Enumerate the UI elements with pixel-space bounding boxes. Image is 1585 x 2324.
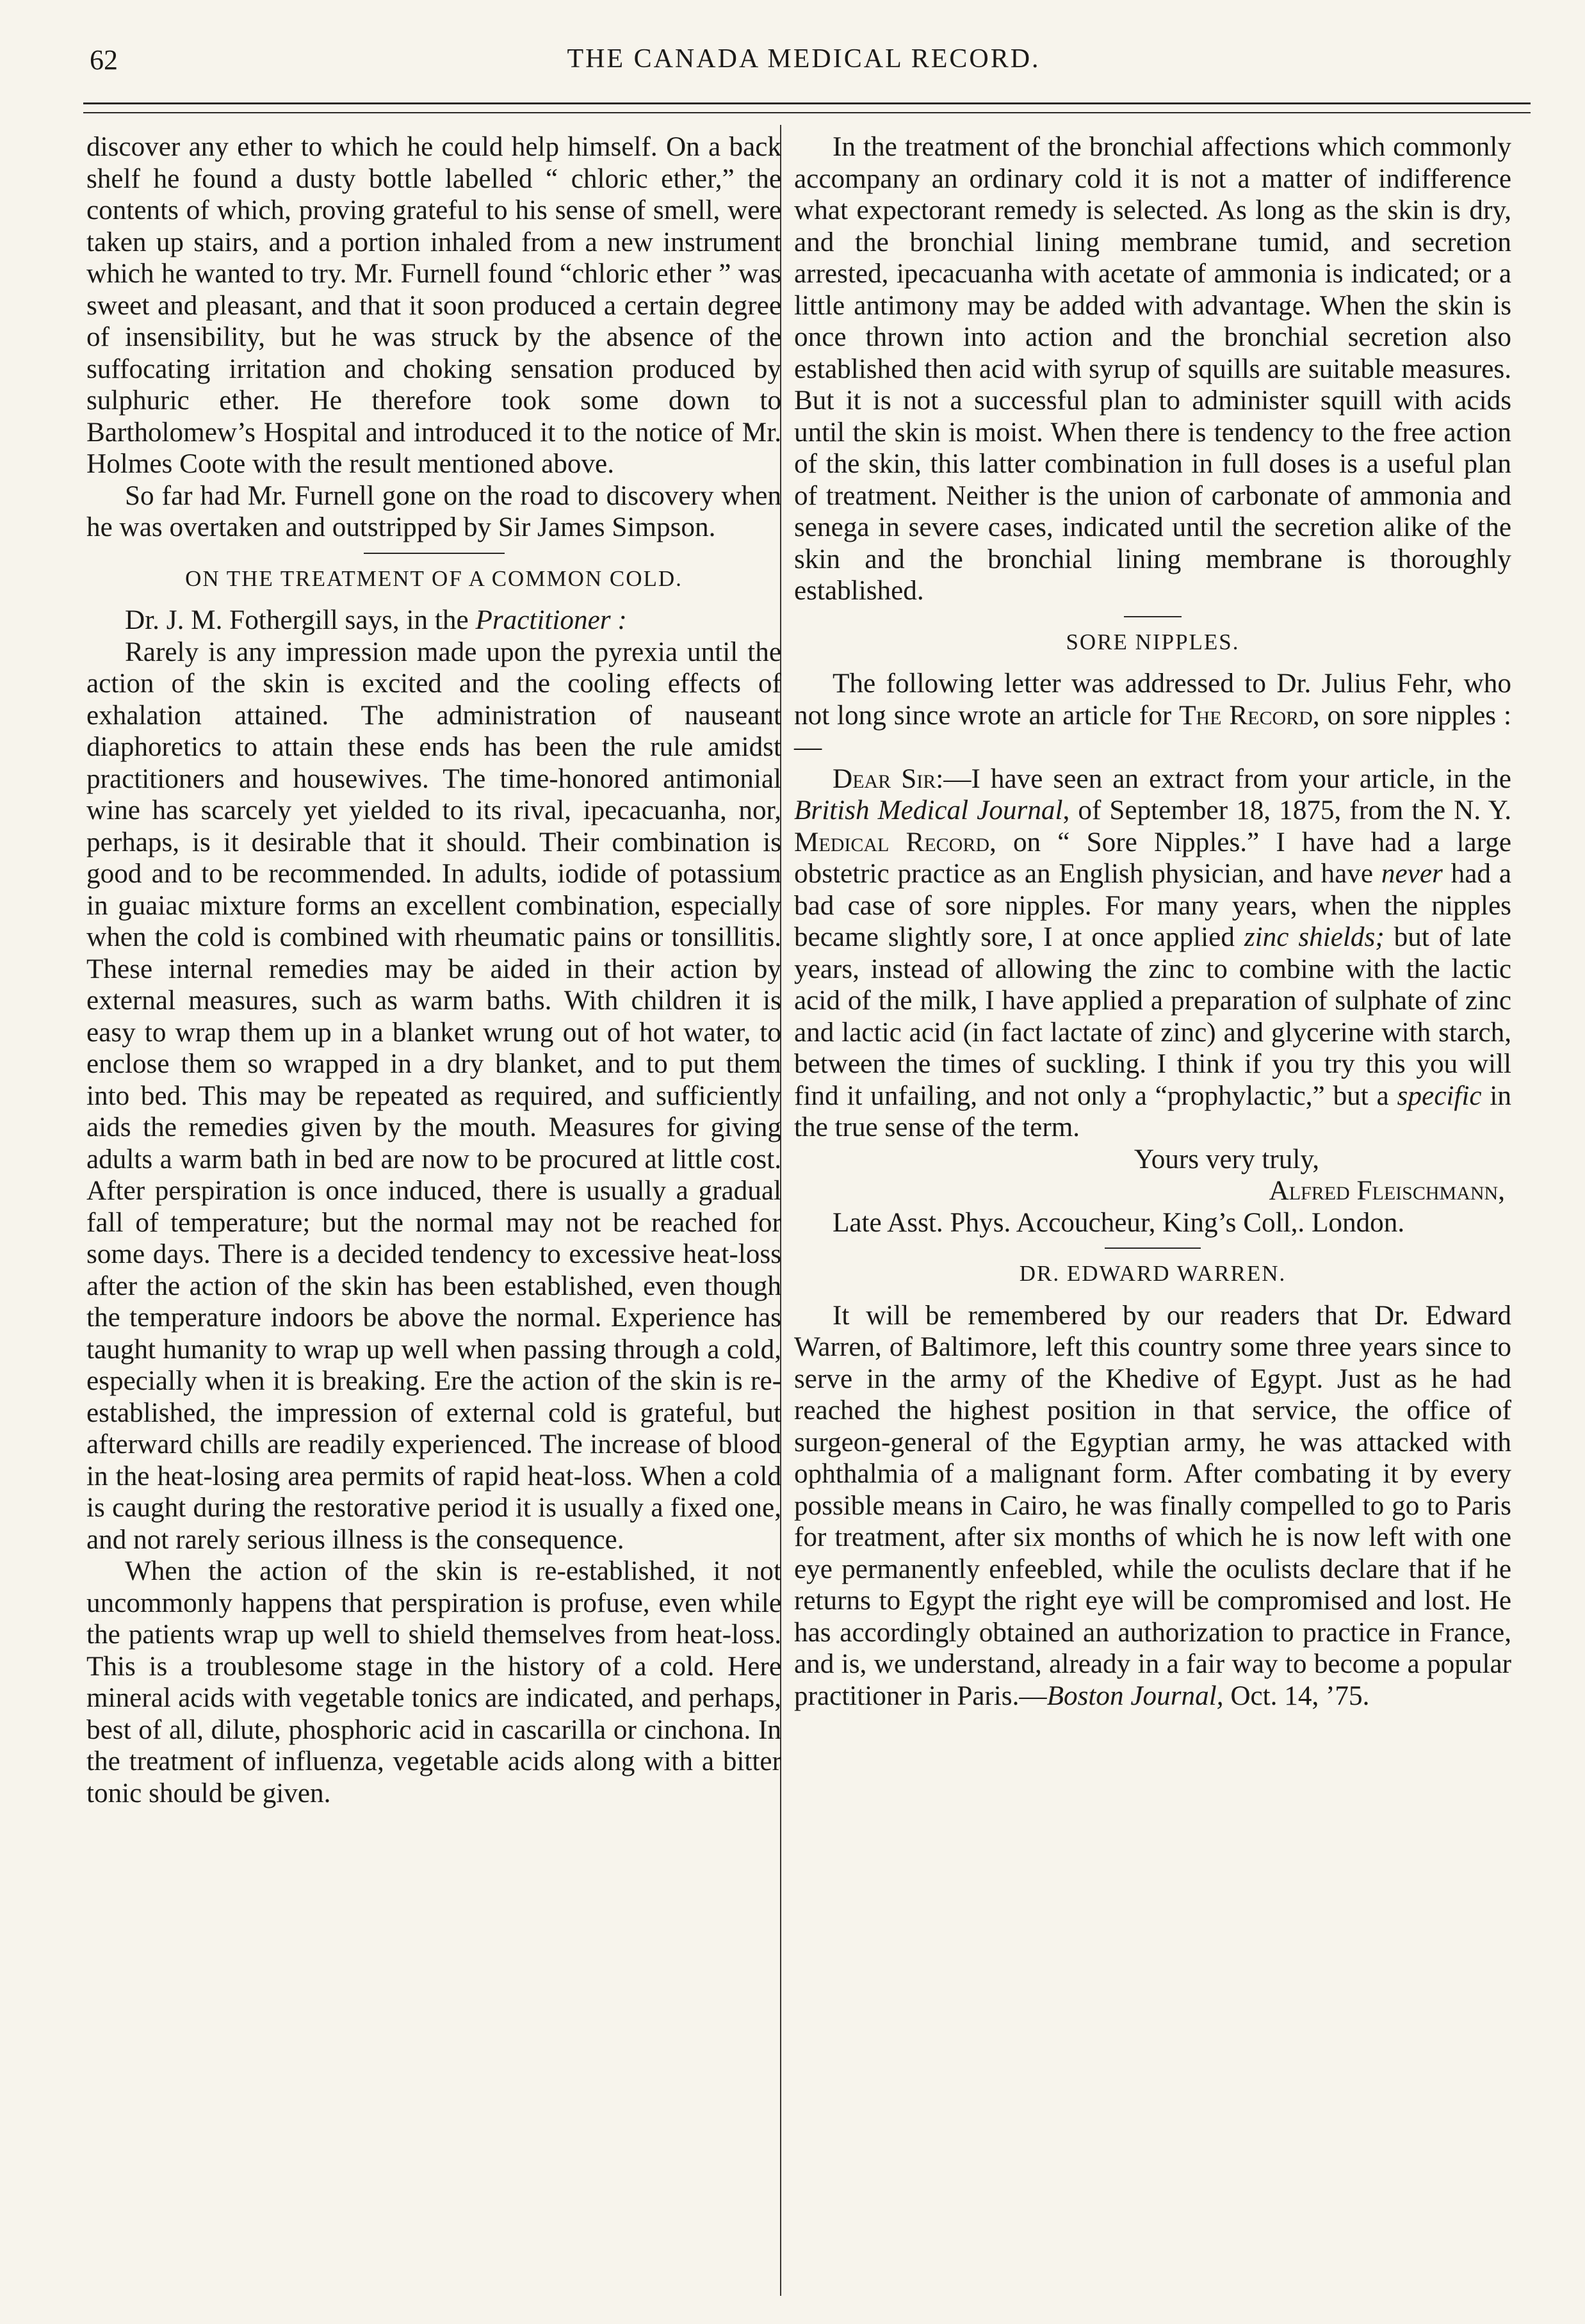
letter-emphasis-zinc: zinc shields; — [1244, 922, 1385, 952]
warren-text: It will be remembered by our readers that Dr. Edward Warren, of Baltimore, left this country some three years since to serve in the army of the Khedive of Egypt. Just as he had reached the highest position in that service, the office of surgeon-general of the Egyptian army, he was attacked with ophthalmia of a malignant form. After combating it by every possible means in Cairo, he was finally compelled to go to Paris for treatment, after six months of which he is now left with one eye permanently enfeebled, while the oculists declare that if he returns to Egypt the right eye will be compromised and lost. He has accordingly obtained an authorization to practice in France, and is, we understand, already in a fair way to become a popular practitioner in Paris.— — [794, 1300, 1511, 1711]
bronchial-paragraph: In the treatment of the bronchial affections which commonly accompany an ordinary cold it is not a matter of indifference what expectorant remedy is selected. As long as the skin is dry, and the bronchial lining membrane tumid, and secretion arrested, ipecacuanha with acetate of ammonia is indicated; or a little antimony may be added with advantage. When the skin is once thrown into action and the bronchial secretion also established then acid with syrup of squills are suitable measures. But it is not a successful plan to administer squill with acids until the skin is moist. When there is tendency to the free action of the skin, this latter combination in full doses is a useful plan of treatment. Neither is the union of carbonate of ammonia and senega in severe cases, indicated until the secretion alike of the skin and the bronchial lining membrane is thoroughly established. — [794, 132, 1511, 606]
article-continuation-paragraph: discover any ether to which he could help himself. On a back shelf he found a dusty bottle labelled “ chloric ether,” the contents of which, proving grateful to his sense of smell, were taken up stairs, and a portion inhaled from a new instrument which he wanted to try. Mr. Furnell found “chloric ether ” was sweet and pleasant, and that it soon produced a certain degree of insensibility, but he was struck by the absence of the suffocating irritation and choking sensation produced by sulphuric ether. He therefore took some down to Bartholomew’s Hospital and introduced it to the notice of Mr. Holmes Coote with the result mentioned above. — [86, 132, 781, 479]
letter-text: , of September 18, 1875, from the — [1062, 795, 1454, 825]
right-column — [794, 131, 1511, 1712]
warren-date: Oct. 14, ’75. — [1223, 1680, 1370, 1711]
warren-source: Boston Journal, — [1046, 1680, 1224, 1711]
letter-signature: Alfred Fleischmann, — [1269, 1176, 1505, 1206]
header-rule — [83, 102, 1531, 104]
letter-signature-title: Late Asst. Phys. Accoucheur, King’s Coll,. London. — [833, 1207, 1405, 1238]
cold-paragraph-2: When the action of the skin is re-established, it not uncommonly happens that perspiration is profuse, even while the patients wrap up well to shield themselves from heat-loss. This is a troublesome stage in the history of a cold. Here mineral acids with vegetable tonics are indicated, and perhaps, best of all, dilute, phosphoric acid in cascarilla or cinchona. In the treatment of influenza, vegetable acids along with a bitter tonic should be given. — [86, 1556, 781, 1808]
page-header — [83, 38, 1524, 96]
letter-text: :—I have seen an extract from your article, in the — [936, 763, 1511, 794]
letter-text: in the true sense of the term. — [794, 1080, 1512, 1142]
section-divider — [1105, 1247, 1201, 1249]
warren-paragraph — [794, 1300, 1511, 1712]
header-rule-secondary — [83, 112, 1531, 113]
letter-intro-end: , on sore nipples :— — [794, 700, 1511, 762]
letter-emphasis-never: never — [1381, 859, 1443, 889]
source-title: Practitioner : — [475, 605, 627, 635]
letter-signoff: Yours very truly, — [1134, 1144, 1319, 1174]
journal-name: The Record — [1179, 700, 1313, 731]
attribution-paragraph — [86, 605, 781, 637]
heading-sore-nipples: SORE NIPPLES. — [1066, 629, 1240, 654]
heading-common-cold: ON THE TREATMENT OF A COMMON COLD. — [185, 565, 683, 591]
cold-paragraph-1: Rarely is any impression made upon the pyrexia until the action of the skin is excited and the cooling effects of exhalation attained. The administration of nauseant diaphoretics to attain these ends has been the rule amidst practitioners and housewives. The time-honored antimonial wine has scarcely yet yielded to its rival, ipecacuanha, nor, perhaps, is it desirable that it should. Their combination is good and to be recommended. In adults, iodide of potassium in guaiac mixture forms an excellent combination, especially when the cold is combined with rheumatic pains or tonsillitis. These internal remedies may be aided in their action by external measures, such as warm baths. With children it is easy to wrap them up in a blanket wrung out of hot water, to enclose them so wrapped in a dry blanket, and to put them into bed. This may be repeated as required, and sufficiently aids the remedies given by the mouth. Measures for giving adults a warm bath in bed are now to be procured at little cost. After perspiration is once induced, there is usually a gradual fall of temperature; but the normal may not be reached for some days. There is a decided tendency to excessive heat-loss after the action of the skin has been established, even though the temperature indoors be above the normal. Experience has taught humanity to wrap up well when passing through a cold, especially when it is breaking. Ere the action of the skin is re-established, the impression of external cold is grateful, but afterward chills are readily experienced. The increase of blood in the heat-losing area permits of rapid heat-loss. When a cold is caught during the restorative period it is usually a fixed one, and not rarely serious illness is the consequence. — [86, 637, 781, 1555]
letter-intro-text: The following letter was addressed to Dr. Julius Fehr, who not long since wrote an article for — [794, 669, 1511, 731]
letter-text: had a bad case of sore nipples. For many years, when the nipples became slightly sore, I at once applied — [794, 859, 1511, 952]
letter-emphasis-specific: specific — [1397, 1080, 1482, 1111]
letter-journal-title: British Medical Journal — [794, 795, 1063, 825]
letter-nyrecord: N. Y. Medical Record — [794, 795, 1511, 857]
left-column — [86, 131, 781, 1809]
letter-body-paragraph — [794, 763, 1511, 1144]
heading-edward-warren: DR. EDWARD WARREN. — [1019, 1261, 1287, 1286]
letter-intro-paragraph — [794, 668, 1511, 763]
article-closing-paragraph: So far had Mr. Furnell gone on the road to discovery when he was overtaken and outstripped by Sir James Simpson. — [86, 480, 781, 542]
letter-salutation: Dear Sir — [833, 763, 936, 794]
letter-text: but of late years, instead of allowing the zinc to combine with the lactic acid of the milk, I have applied a preparation of sulphate of zinc and lactic acid (in fact lactate of zinc) and glycerine with starch, between the times of suckling. I think if you try this you will find it unfailing, and not only a “prophylactic,” but a — [794, 922, 1511, 1111]
section-divider — [1124, 616, 1182, 617]
attribution-text: Dr. J. M. Fothergill says, in the — [125, 605, 476, 635]
page-number: 62 — [90, 44, 118, 76]
letter-text: , on “ Sore Nipples.” I have had a large obstetric practice as an English physician, and have — [794, 827, 1511, 889]
running-title: THE CANADA MEDICAL RECORD. — [567, 44, 1041, 74]
section-divider — [364, 553, 505, 554]
